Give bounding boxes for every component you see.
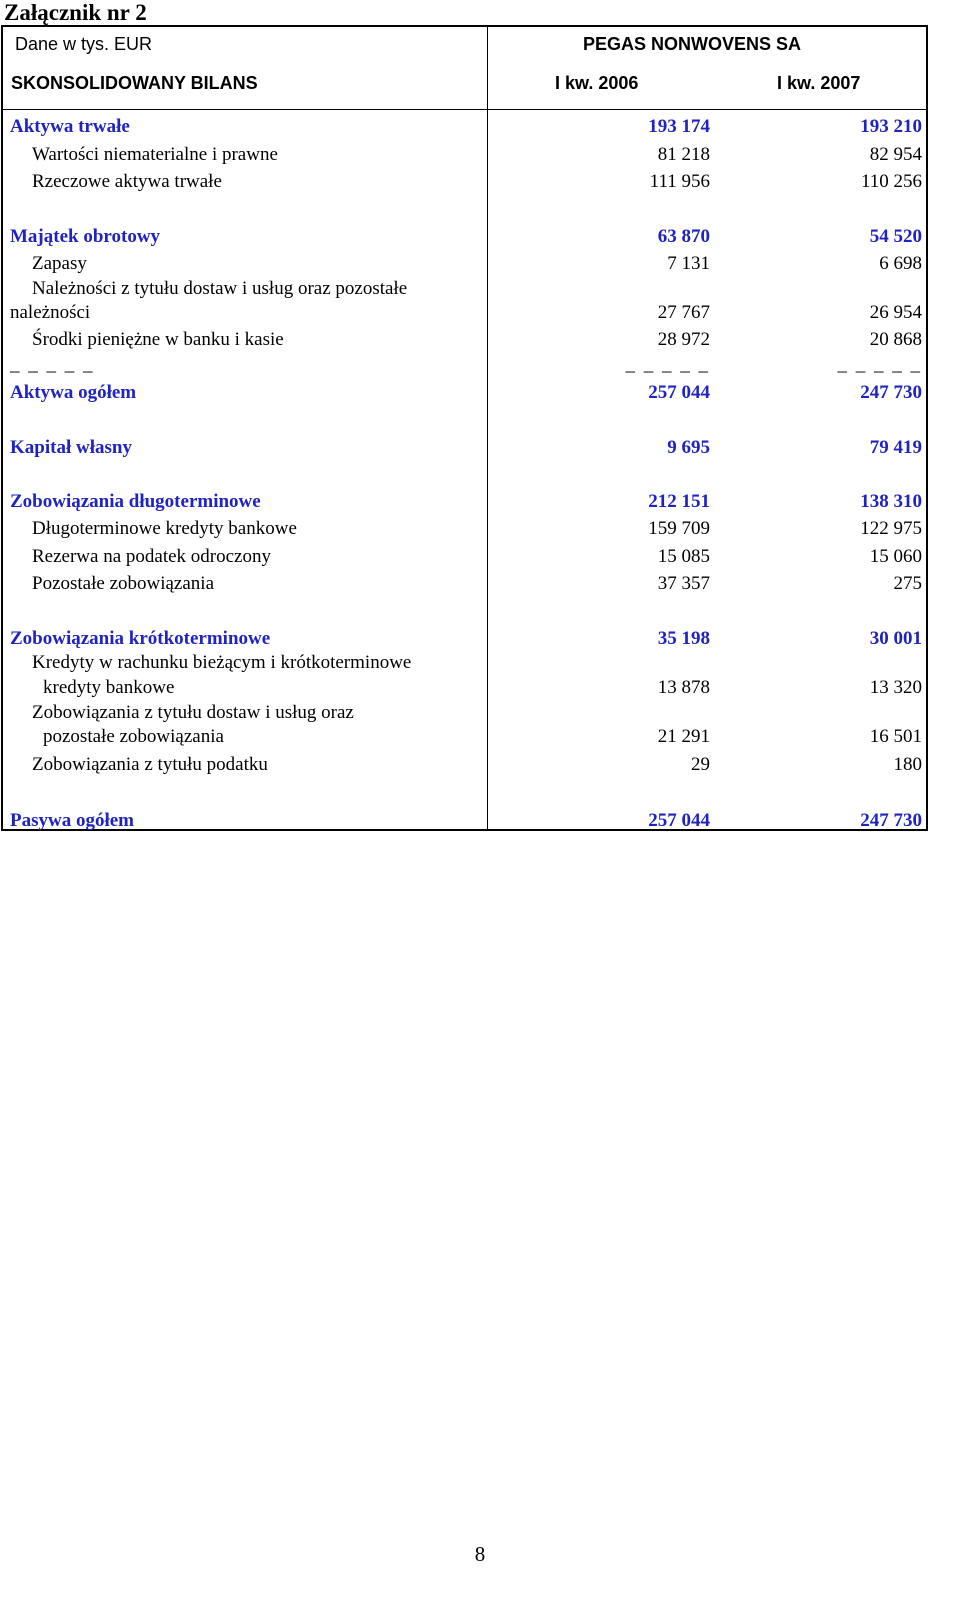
company-name: PEGAS NONWOVENS SA — [583, 34, 802, 54]
row-label-continued: kredyty bankowe — [43, 677, 175, 698]
row-label-section: Kapitał własny — [10, 437, 132, 458]
statement-title: SKONSOLIDOWANY BILANS — [11, 73, 258, 93]
row-label: Rzeczowe aktywa trwałe — [32, 171, 222, 192]
row-value-2006: 159 709 — [648, 518, 710, 539]
row-value-2006: 257 044 — [648, 810, 710, 831]
row-value-2006: 29 — [691, 754, 710, 775]
row-value-2007: 247 730 — [860, 382, 922, 403]
row-value-2006: 37 357 — [657, 573, 710, 594]
row-value-2006: 9 695 — [667, 437, 710, 458]
row-label: Kredyty w rachunku bieżącym i krótkoterminowe — [32, 652, 412, 673]
row-value-2006: 28 972 — [657, 329, 710, 350]
row-value-2007: 180 — [893, 754, 922, 775]
row-label: Zobowiązania z tytułu podatku — [32, 754, 268, 775]
row-value-2006: 21 291 — [657, 726, 710, 747]
row-label-section: Zobowiązania długoterminowe — [10, 491, 261, 512]
row-label-section: Zobowiązania krótkoterminowe — [10, 628, 271, 649]
column-divider — [487, 27, 488, 829]
row-value-2007: 26 954 — [869, 302, 922, 323]
row-label-continued: pozostałe zobowiązania — [43, 726, 224, 747]
separator-dashes: _ _ _ _ _ — [625, 354, 710, 375]
row-label-continued: należności — [10, 302, 91, 323]
row-value-2007: 247 730 — [860, 810, 922, 831]
row-value-2007: 20 868 — [869, 329, 922, 350]
row-label: Zobowiązania z tytułu dostaw i usług oraz — [32, 702, 354, 723]
row-value-2007: 13 320 — [869, 677, 922, 698]
page-number: 8 — [474, 1542, 486, 1566]
row-label: Wartości niematerialne i prawne — [32, 144, 278, 165]
row-label: Długoterminowe kredyty bankowe — [32, 518, 297, 539]
column-header-2006: I kw. 2006 — [555, 73, 639, 93]
row-value-2007: 30 001 — [869, 628, 922, 649]
row-label: Zapasy — [32, 253, 87, 274]
row-value-2007: 110 256 — [860, 171, 922, 192]
row-value-2007: 16 501 — [869, 726, 922, 747]
row-value-2007: 79 419 — [869, 437, 922, 458]
row-value-2006: 257 044 — [648, 382, 710, 403]
row-value-2006: 63 870 — [657, 226, 710, 247]
column-header-2007: I kw. 2007 — [777, 73, 861, 93]
row-label: Rezerwa na podatek odroczony — [32, 546, 271, 567]
row-value-2006: 111 956 — [649, 171, 710, 192]
row-value-2006: 212 151 — [648, 491, 710, 512]
row-value-2007: 122 975 — [860, 518, 922, 539]
separator-dashes: _ _ _ _ _ — [837, 354, 922, 375]
unit-label: Dane w tys. EUR — [15, 34, 153, 54]
row-value-2007: 15 060 — [869, 546, 922, 567]
header-divider — [3, 109, 926, 110]
row-value-2007: 138 310 — [860, 491, 922, 512]
separator-dashes: _ _ _ _ _ — [10, 354, 95, 375]
row-value-2007: 275 — [893, 573, 922, 594]
row-value-2007: 193 210 — [860, 116, 922, 137]
row-value-2006: 7 131 — [667, 253, 710, 274]
balance-sheet-table — [1, 25, 928, 831]
row-label-total: Pasywa ogółem — [10, 810, 135, 831]
row-label: Należności z tytułu dostaw i usług oraz pozostałe — [32, 278, 408, 299]
row-value-2006: 13 878 — [657, 677, 710, 698]
row-label-section: Majątek obrotowy — [10, 226, 161, 247]
row-value-2006: 35 198 — [657, 628, 710, 649]
page-heading: Załącznik nr 2 — [4, 0, 147, 25]
row-value-2007: 54 520 — [869, 226, 922, 247]
row-label: Pozostałe zobowiązania — [32, 573, 215, 594]
row-value-2006: 27 767 — [657, 302, 710, 323]
row-value-2006: 81 218 — [657, 144, 710, 165]
row-label-total: Aktywa ogółem — [10, 382, 137, 403]
row-value-2007: 6 698 — [879, 253, 922, 274]
row-value-2006: 15 085 — [657, 546, 710, 567]
row-value-2006: 193 174 — [648, 116, 710, 137]
row-label: Środki pieniężne w banku i kasie — [32, 329, 284, 350]
row-value-2007: 82 954 — [869, 144, 922, 165]
row-label-section: Aktywa trwałe — [10, 116, 130, 137]
